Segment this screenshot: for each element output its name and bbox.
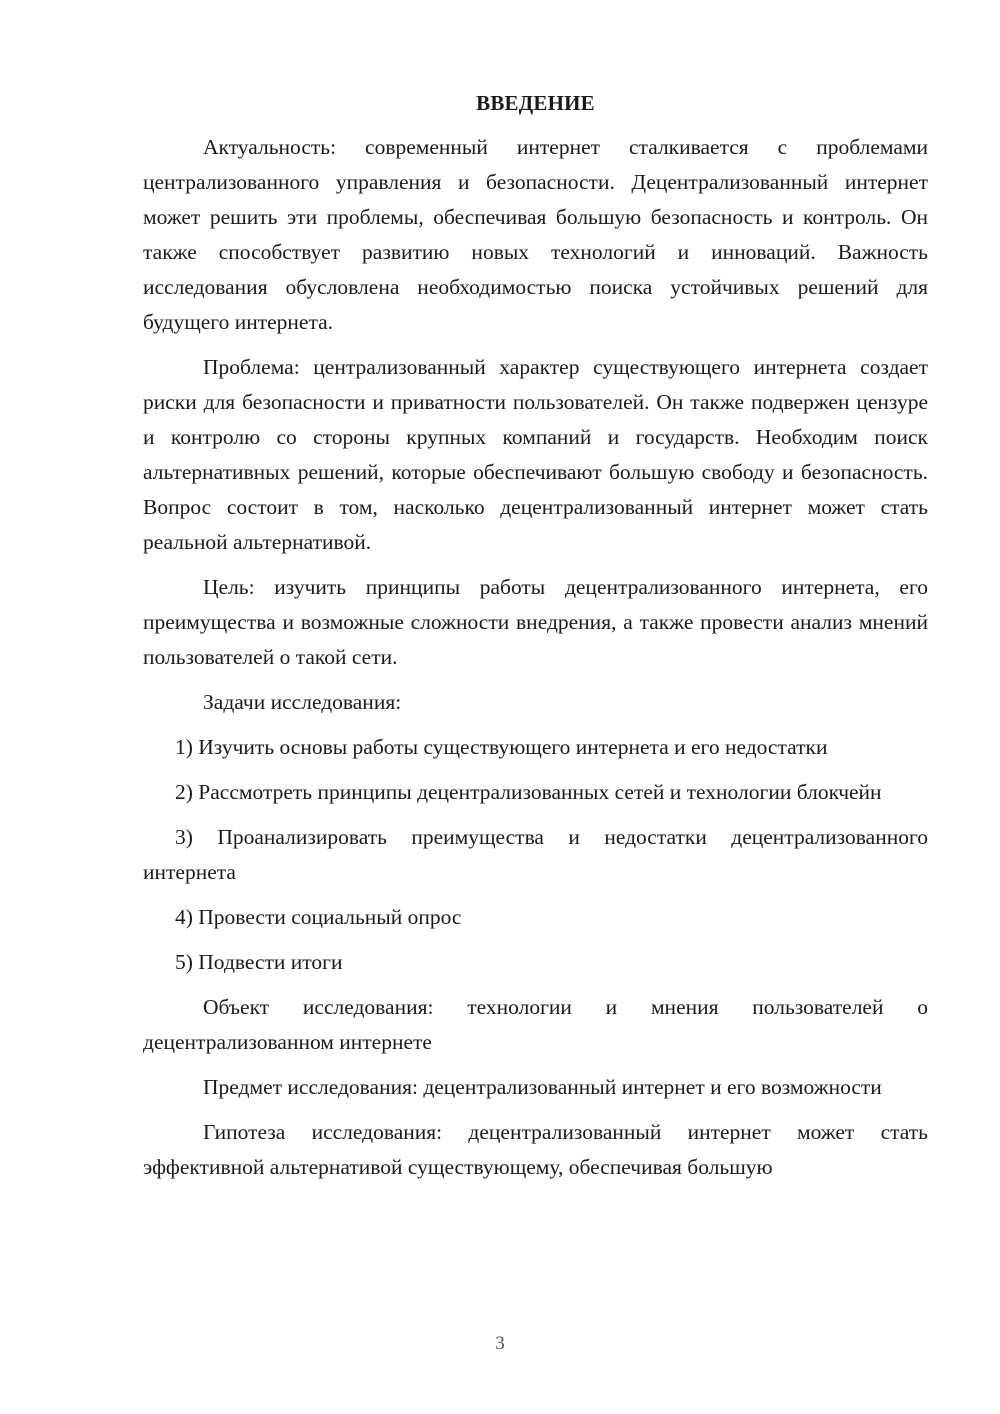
document-page — [143, 88, 928, 1195]
paragraph-object: Объект исследования: технологии и мнения пользователей о децентрализованном интернете — [143, 995, 928, 1054]
paragraph-tasks-heading: Задачи исследования: — [203, 690, 402, 714]
task-item-5: 5) Подвести итоги — [175, 950, 343, 974]
task-item-1: 1) Изучить основы работы существующего интернета и его недостатки — [175, 735, 828, 759]
page-number: 3 — [495, 1333, 505, 1354]
task-item-3: 3) Проанализировать преимущества и недостатки децентрализованного интернета — [143, 825, 928, 884]
paragraph-goal: Цель: изучить принципы работы децентрализованного интернета, его преимущества и возможные сложности внедрения, а также провести анализ мнений пользователей о такой сети. — [143, 575, 928, 669]
paragraph-hypothesis: Гипотеза исследования: децентрализованный интернет может стать эффективной альтернативой существующему, обеспечивая большую — [143, 1120, 928, 1179]
paragraph-problem: Проблема: централизованный характер существующего интернета создает риски для безопасности и приватности пользователей. Он также подвержен цензуре и контролю со стороны крупных компаний и государств. Необходим поиск альтернативных решений, которые обеспечивают большую свободу и безопасность. Вопрос состоит в том, насколько децентрализованный интернет может стать реальной альтернативой. — [143, 355, 928, 554]
task-item-2: 2) Рассмотреть принципы децентрализованных сетей и технологии блокчейн — [175, 780, 882, 804]
paragraph-relevance: Актуальность: современный интернет сталкивается с проблемами централизованного управления и безопасности. Децентрализованный интернет может решить эти проблемы, обеспечивая большую безопасность и контроль. Он также способствует развитию новых технологий и инноваций. Важность исследования обусловлена необходимостью поиска устойчивых решений для будущего интернета. — [143, 135, 928, 334]
task-item-4: 4) Провести социальный опрос — [175, 905, 462, 929]
section-heading: ВВЕДЕНИЕ — [476, 91, 595, 115]
paragraph-subject: Предмет исследования: децентрализованный интернет и его возможности — [203, 1075, 882, 1099]
